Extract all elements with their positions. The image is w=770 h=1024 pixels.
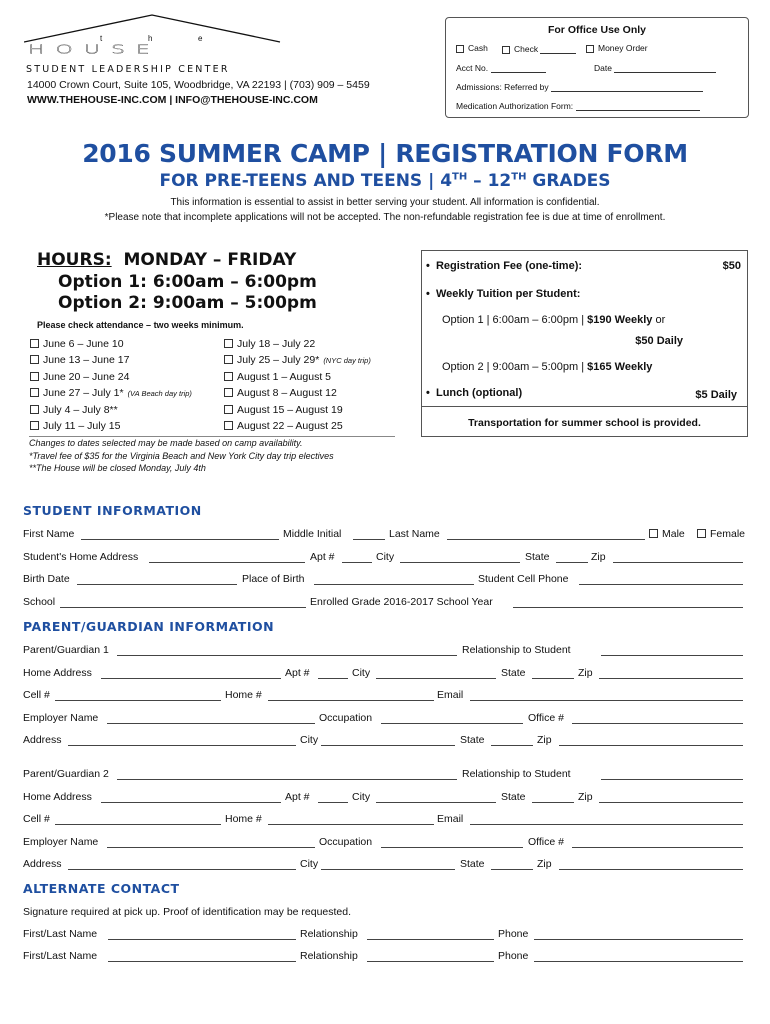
last-name-field[interactable] bbox=[447, 539, 645, 540]
pg1-zip2-field[interactable] bbox=[559, 745, 743, 746]
tuition-label: • Weekly Tuition per Student: bbox=[426, 288, 581, 300]
week-option[interactable] bbox=[224, 354, 371, 366]
tuition-option-1: Option 1 | 6:00am – 6:00pm | $190 Weekly or bbox=[442, 314, 666, 326]
pg1-email-field[interactable] bbox=[470, 700, 743, 701]
week-option[interactable] bbox=[224, 387, 337, 399]
field-label: Relationship to Student bbox=[462, 768, 571, 780]
note-travel-fee: *Travel fee of $35 for the Virginia Beach and New York City day trip electives bbox=[29, 451, 334, 461]
field-label: Parent/Guardian 1 bbox=[23, 644, 109, 656]
week-option[interactable] bbox=[224, 371, 331, 383]
pg1-city2-field[interactable] bbox=[321, 745, 455, 746]
pg2-city-field[interactable] bbox=[376, 802, 496, 803]
pg2-row bbox=[23, 858, 743, 872]
field-label: Cell # bbox=[23, 813, 50, 825]
field-label: State bbox=[460, 734, 485, 746]
pg2-cell-field[interactable] bbox=[55, 824, 221, 825]
week-option[interactable] bbox=[30, 404, 118, 416]
pg1-apt-field[interactable] bbox=[318, 678, 348, 679]
week-label: August 22 – August 25 bbox=[237, 420, 343, 432]
pg1-state-field[interactable] bbox=[532, 678, 574, 679]
field-label: State bbox=[460, 858, 485, 870]
pg1-city-field[interactable] bbox=[376, 678, 496, 679]
field-label: Zip bbox=[537, 734, 552, 746]
middle-initial-field[interactable] bbox=[353, 539, 385, 540]
student-address-field[interactable] bbox=[149, 562, 305, 563]
week-option[interactable] bbox=[30, 338, 124, 350]
registration-fee-label: • Registration Fee (one-time): bbox=[426, 260, 583, 272]
fees-box bbox=[421, 250, 748, 437]
pg2-row bbox=[23, 813, 743, 827]
field-label: Home Address bbox=[23, 790, 92, 803]
hours-option-2: Option 2: 9:00am – 5:00pm bbox=[58, 293, 317, 313]
week-label: June 6 – June 10 bbox=[43, 338, 124, 350]
logo-subtitle: STUDENT LEADERSHIP CENTER bbox=[26, 64, 230, 75]
alternate-contact-row-1: First/Last Name Relationship Phone bbox=[23, 928, 743, 942]
field-label: State bbox=[501, 666, 526, 679]
checkbox-icon[interactable] bbox=[224, 339, 233, 348]
male-option[interactable]: Male bbox=[649, 528, 685, 540]
checkbox-icon[interactable] bbox=[224, 388, 233, 397]
birth-date-field[interactable] bbox=[77, 584, 237, 585]
checkbox-icon[interactable] bbox=[224, 372, 233, 381]
alt1-relationship-field[interactable] bbox=[367, 939, 494, 940]
field-label: City bbox=[352, 666, 371, 679]
pg2-state-field[interactable] bbox=[532, 802, 574, 803]
field-label: City bbox=[300, 858, 319, 870]
pg2-apt-field[interactable] bbox=[318, 802, 348, 803]
pg1-address-field[interactable] bbox=[101, 678, 281, 679]
checkbox-icon[interactable] bbox=[224, 405, 233, 414]
tuition-option-2: Option 2 | 9:00am – 5:00pm | $165 Weekly bbox=[442, 361, 653, 373]
week-label: August 8 – August 12 bbox=[237, 387, 337, 400]
student-school-row: School Enrolled Grade 2016-2017 School Year bbox=[23, 596, 743, 610]
pg1-cell-field[interactable] bbox=[55, 700, 221, 701]
checkbox-icon[interactable] bbox=[502, 46, 510, 54]
student-city-field[interactable] bbox=[400, 562, 520, 563]
week-label: July 18 – July 22 bbox=[237, 338, 316, 350]
field-label: Relationship to Student bbox=[462, 644, 571, 656]
enrolled-grade-field[interactable] bbox=[513, 607, 743, 608]
pg2-occupation-field[interactable] bbox=[381, 847, 523, 848]
pg1-row bbox=[23, 644, 743, 658]
pg2-zip2-field[interactable] bbox=[559, 869, 743, 870]
pg1-employer-field[interactable] bbox=[107, 723, 315, 724]
pg2-zip-field[interactable] bbox=[599, 802, 743, 803]
alt2-relationship-field[interactable] bbox=[367, 961, 494, 962]
lunch-value: $5 Daily bbox=[695, 389, 737, 401]
pg2-email-field[interactable] bbox=[470, 824, 743, 825]
org-web-email: WWW.THEHOUSE-INC.COM | INFO@THEHOUSE-INC.COM bbox=[27, 94, 318, 106]
org-address: 14000 Crown Court, Suite 105, Woodbridge, VA 22193 | (703) 909 – 5459 bbox=[27, 79, 370, 91]
office-use-title: For Office Use Only bbox=[547, 24, 647, 36]
checkbox-icon[interactable] bbox=[456, 45, 464, 53]
field-label: Home # bbox=[225, 813, 262, 825]
signature-note: Signature required at pick up. Proof of identification may be requested. bbox=[23, 906, 352, 918]
school-field[interactable] bbox=[60, 607, 306, 608]
note-date-changes: Changes to dates selected may be made based on camp availability. bbox=[29, 438, 303, 448]
alternate-contact-row-2: First/Last Name Relationship Phone bbox=[23, 950, 743, 964]
field-label: City bbox=[300, 734, 319, 746]
pg1-row bbox=[23, 667, 743, 681]
pg2-home-field[interactable] bbox=[268, 824, 434, 825]
checkbox-icon[interactable] bbox=[224, 355, 233, 364]
office-medication-field[interactable]: Medication Authorization Form: bbox=[456, 100, 700, 111]
field-label: Home # bbox=[225, 689, 262, 701]
logo-letter-t: t bbox=[100, 34, 103, 43]
alt1-name-field[interactable] bbox=[108, 939, 296, 940]
field-label: City bbox=[352, 790, 371, 803]
checkbox-icon[interactable] bbox=[30, 421, 39, 430]
office-money-order-option[interactable]: Money Order bbox=[586, 43, 648, 53]
week-option[interactable] bbox=[224, 420, 343, 432]
student-name-row: First Name Middle Initial Last Name Male Female bbox=[23, 528, 746, 540]
checkbox-icon bbox=[649, 529, 658, 538]
pg1-state2-field[interactable] bbox=[491, 745, 533, 746]
pg1-row bbox=[23, 734, 743, 748]
week-trip-note: (VA Beach day trip) bbox=[127, 389, 192, 399]
field-label: Office # bbox=[528, 835, 564, 848]
pg1-row bbox=[23, 689, 743, 703]
hours-heading: HOURS: MONDAY – FRIDAY bbox=[37, 250, 297, 270]
week-label: July 25 – July 29* bbox=[237, 354, 320, 367]
divider bbox=[29, 436, 395, 437]
female-option[interactable]: Female bbox=[697, 528, 745, 540]
pg2-name-field[interactable] bbox=[117, 779, 457, 780]
office-date-field[interactable]: Date bbox=[594, 62, 716, 73]
pg1-occupation-field[interactable] bbox=[381, 723, 523, 724]
week-option[interactable] bbox=[30, 354, 129, 366]
alt1-phone-field[interactable] bbox=[534, 939, 743, 940]
field-label: Zip bbox=[537, 858, 552, 870]
form-subtitle: FOR PRE-TEENS AND TEENS | 4TH – 12TH GRADES bbox=[159, 171, 611, 191]
student-address-row: Student's Home Address Apt # City State Zip bbox=[23, 551, 743, 565]
pg2-relationship-field[interactable] bbox=[601, 779, 743, 780]
pg2-row bbox=[23, 791, 743, 805]
field-label: Home Address bbox=[23, 666, 92, 679]
field-label: Address bbox=[23, 858, 62, 870]
pg2-row bbox=[23, 836, 743, 850]
tuition-option-1-daily: $50 Daily bbox=[635, 335, 683, 347]
week-option[interactable] bbox=[224, 338, 315, 350]
alternate-contact-heading: ALTERNATE CONTACT bbox=[23, 881, 180, 896]
pg2-state2-field[interactable] bbox=[491, 869, 533, 870]
pg2-office-field[interactable] bbox=[572, 847, 743, 848]
parent-info-heading: PARENT/GUARDIAN INFORMATION bbox=[23, 619, 275, 634]
transport-note: Transportation for summer school is provided. bbox=[468, 417, 701, 429]
alt2-phone-field[interactable] bbox=[534, 961, 743, 962]
hours-option-1: Option 1: 6:00am – 6:00pm bbox=[58, 272, 317, 292]
field-label: Address bbox=[23, 734, 62, 746]
pg1-row bbox=[23, 712, 743, 726]
pg1-home-field[interactable] bbox=[268, 700, 434, 701]
week-option[interactable] bbox=[30, 371, 129, 383]
student-birth-row: Birth Date Place of Birth Student Cell Phone bbox=[23, 573, 743, 587]
student-zip-field[interactable] bbox=[613, 562, 743, 563]
checkbox-icon bbox=[697, 529, 706, 538]
registration-fee-value: $50 bbox=[722, 260, 741, 272]
house-roof-logo bbox=[24, 14, 284, 44]
checkbox-icon[interactable] bbox=[30, 372, 39, 381]
field-label: Apt # bbox=[285, 790, 310, 803]
pg1-name-field[interactable] bbox=[117, 655, 457, 656]
pg1-zip-field[interactable] bbox=[599, 678, 743, 679]
checkbox-icon[interactable] bbox=[30, 355, 39, 364]
checkbox-icon[interactable] bbox=[30, 339, 39, 348]
intro-line-1: This information is essential to assist in better serving your student. All information is confidential. bbox=[170, 197, 600, 208]
field-label: Email bbox=[437, 813, 464, 825]
field-label: Occupation bbox=[319, 835, 373, 848]
form-title: 2016 SUMMER CAMP | REGISTRATION FORM bbox=[82, 139, 688, 168]
week-option[interactable] bbox=[30, 387, 192, 399]
first-name-field[interactable] bbox=[81, 539, 279, 540]
checkbox-icon[interactable] bbox=[30, 388, 39, 397]
intro-line-2: *Please note that incomplete applications will not be accepted. The non-refundable registration fee is due at time of enrollment. bbox=[104, 212, 666, 223]
field-label: State bbox=[501, 790, 526, 803]
week-trip-note: (NYC day trip) bbox=[323, 356, 371, 366]
pg2-street-field[interactable] bbox=[68, 869, 296, 870]
student-info-heading: STUDENT INFORMATION bbox=[23, 503, 202, 518]
checkbox-icon[interactable] bbox=[586, 45, 594, 53]
logo-letter-e: e bbox=[198, 34, 203, 43]
week-label: June 27 – July 1* bbox=[43, 387, 124, 400]
logo-letter-h: h bbox=[148, 34, 153, 43]
field-label: Apt # bbox=[285, 666, 310, 679]
week-label: June 20 – June 24 bbox=[43, 370, 130, 383]
note-closed: **The House will be closed Monday, July 4th bbox=[29, 463, 206, 473]
week-label: July 4 – July 8** bbox=[43, 403, 118, 416]
office-check-option[interactable]: Check bbox=[502, 43, 576, 54]
week-label: August 15 – August 19 bbox=[237, 403, 343, 416]
lunch-label: • Lunch (optional) bbox=[426, 387, 523, 399]
field-label: Zip bbox=[578, 666, 593, 679]
pg2-address-field[interactable] bbox=[101, 802, 281, 803]
pg2-city2-field[interactable] bbox=[321, 869, 455, 870]
student-cell-field[interactable] bbox=[579, 584, 743, 585]
office-use-box bbox=[445, 17, 749, 118]
alt2-name-field[interactable] bbox=[108, 961, 296, 962]
week-label: June 13 – June 17 bbox=[43, 354, 130, 367]
field-label: Occupation bbox=[319, 711, 373, 724]
field-label: Cell # bbox=[23, 689, 50, 701]
office-admissions-field[interactable]: Admissions: Referred by bbox=[456, 81, 703, 92]
week-option[interactable] bbox=[224, 404, 343, 416]
student-state-field[interactable] bbox=[556, 562, 588, 563]
office-acct-field[interactable]: Acct No. bbox=[456, 62, 546, 73]
pg1-street-field[interactable] bbox=[68, 745, 296, 746]
field-label: Zip bbox=[578, 790, 593, 803]
logo-house-word: HOUSE bbox=[28, 43, 161, 57]
student-apt-field[interactable] bbox=[342, 562, 372, 563]
week-option[interactable] bbox=[30, 420, 120, 432]
place-of-birth-field[interactable] bbox=[314, 584, 474, 585]
field-label: Employer Name bbox=[23, 711, 99, 724]
field-label: Employer Name bbox=[23, 835, 99, 848]
checkbox-icon[interactable] bbox=[30, 405, 39, 414]
week-label: July 11 – July 15 bbox=[43, 420, 121, 432]
pg2-row bbox=[23, 768, 743, 782]
pg1-relationship-field[interactable] bbox=[601, 655, 743, 656]
office-cash-option[interactable]: Cash bbox=[456, 43, 488, 53]
field-label: Office # bbox=[528, 711, 564, 724]
field-label: Parent/Guardian 2 bbox=[23, 768, 109, 780]
field-label: Email bbox=[437, 689, 464, 701]
week-label: August 1 – August 5 bbox=[237, 370, 331, 383]
pg2-employer-field[interactable] bbox=[107, 847, 315, 848]
pg1-office-field[interactable] bbox=[572, 723, 743, 724]
checkbox-icon[interactable] bbox=[224, 421, 233, 430]
attendance-note: Please check attendance – two weeks minimum. bbox=[37, 320, 244, 330]
